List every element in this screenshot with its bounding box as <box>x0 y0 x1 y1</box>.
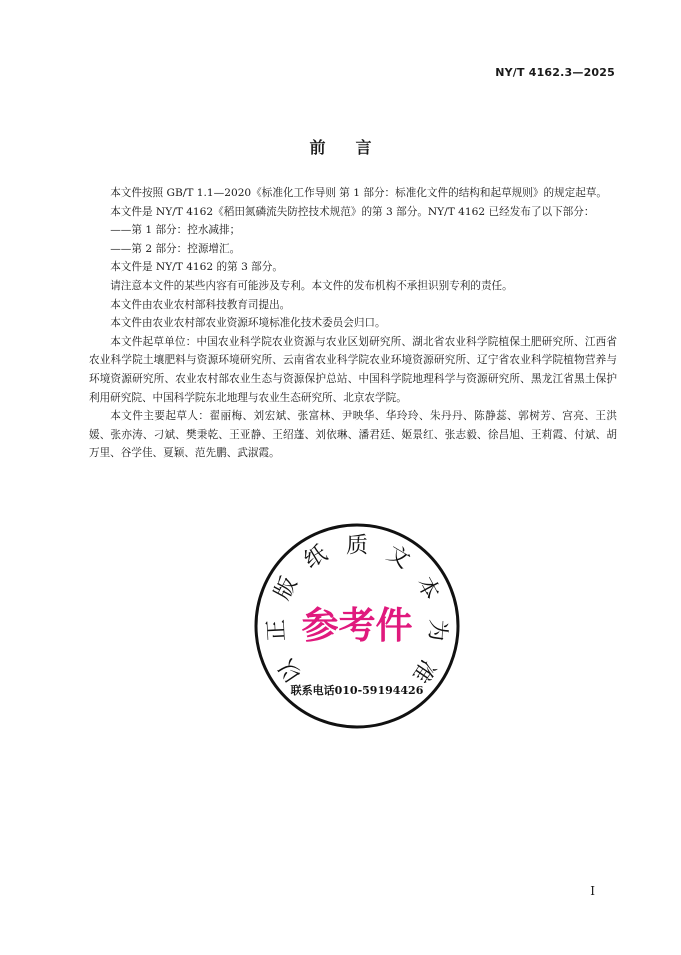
page-title <box>0 135 681 158</box>
paragraph-proposer: 本文件由农业农村部科技教育司提出。 <box>110 298 291 311</box>
paragraph-drafters: 本文件主要起草人：翟丽梅、刘宏斌、张富林、尹映华、华玲玲、朱丹丹、陈静蕊、郭树芳、宫亮、王洪媛、张亦涛、刁斌、樊秉乾、王亚静、王绍蓬、刘依琳、潘君廷、姬景红、张志毅、徐昌旭、王莉霞、付斌、胡万里、谷学佳、夏颖、范先鹏、武淑霞。 <box>89 410 617 460</box>
stamp-arc-char: 质 <box>345 533 369 559</box>
stamp-arc-char: 准 <box>406 654 440 687</box>
paragraph-drafting-rules: 本文件按照 GB/T 1.1—2020《标准化工作导则 第 1 部分：标准化文件的结构和起草规则》的规定起草。 <box>110 187 608 199</box>
paragraph-part-1: ——第 1 部分：控水减排； <box>110 224 241 237</box>
title-char-2: 言 <box>355 138 372 157</box>
stamp-arc-char: 版 <box>270 572 303 605</box>
foreword-body <box>89 184 617 463</box>
paragraph-part-of-series: 本文件是 NY/T 4162《稻田氮磷流失防控技术规范》的第 3 部分。NY/T 4162 已经发布了以下部分： <box>110 205 595 218</box>
paragraph-patent-notice: 请注意本文件的某些内容有可能涉及专利。本文件的发布机构不承担识别专利的责任。 <box>110 279 513 292</box>
paragraph-part-2: ——第 2 部分：控源增汇。 <box>110 242 241 255</box>
paragraph-committee: 本文件由农业农村部农业资源环境标准化技术委员会归口。 <box>110 317 386 330</box>
page-number: I <box>590 884 595 898</box>
stamp-arc-char: 本 <box>411 572 444 605</box>
stamp-arc-char: 为 <box>423 618 450 642</box>
paragraph-drafting-units: 本文件起草单位：中国农业科学院农业资源与农业区划研究所、湖北省农业科学院植保土肥研究所、江西省农业科学院土壤肥料与资源环境研究所、云南省农业科学院农业环境资源研究所、辽宁省农业科学院植物营养与环境资源研究所、农业农村部农业生态与资源保护总站、中国科学院地理科学与资源研究所、黑龙江省黑土保护利用研究院、中国科学院东北地理与农业生态研究所、北京农学院。 <box>89 335 617 404</box>
stamp-arc-char: 以 <box>274 654 308 687</box>
stamp-arc-char: 正 <box>264 618 291 642</box>
stamp-arc-char: 纸 <box>299 541 332 574</box>
stamp-phone-text: 联系电话010-59194426 <box>290 684 424 697</box>
document-code: NY/T 4162.3—2025 <box>495 66 615 79</box>
title-char-1: 前 <box>309 138 326 157</box>
paragraph-part-3: 本文件是 NY/T 4162 的第 3 部分。 <box>110 261 283 274</box>
reference-copy-stamp <box>252 521 462 731</box>
stamp-center-text: 参考件 <box>301 604 413 647</box>
stamp-arc-char: 文 <box>382 541 415 574</box>
